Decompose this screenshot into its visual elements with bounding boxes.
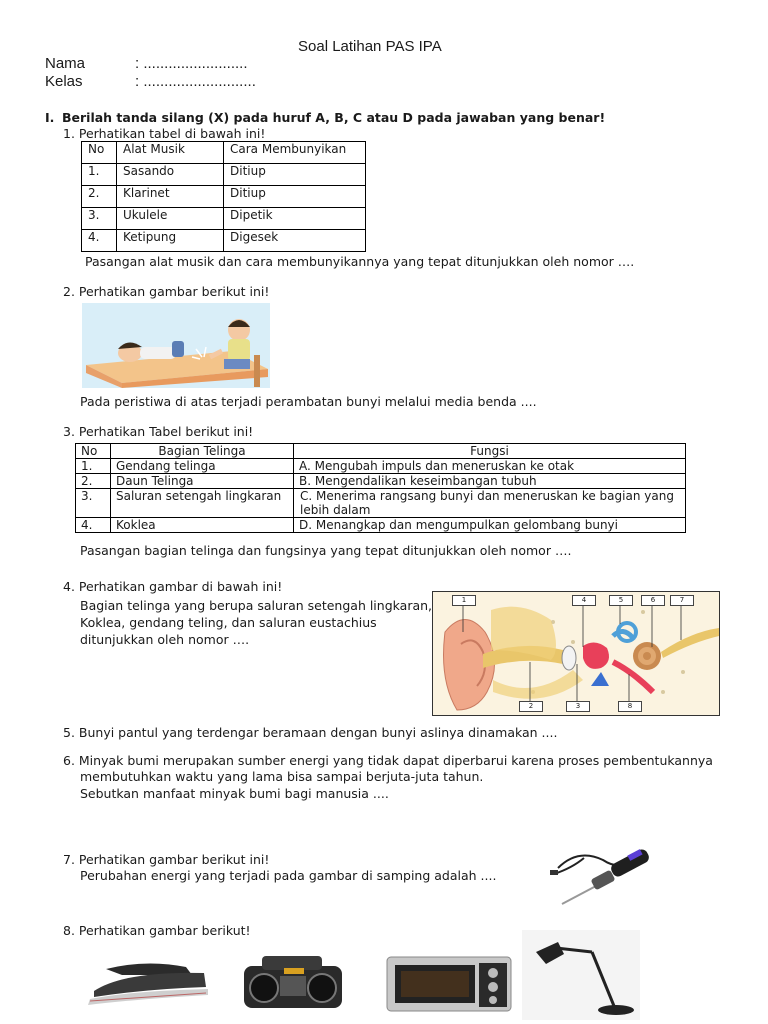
- page-title: Soal Latihan PAS IPA: [298, 38, 442, 55]
- table-cell: 2.: [82, 186, 117, 208]
- table-row: [82, 186, 366, 208]
- radio-cassette-image: [238, 950, 348, 1010]
- table-header-cell: Alat Musik: [117, 142, 224, 164]
- table-cell: 1.: [76, 459, 111, 474]
- ear-label-6: 6: [641, 595, 665, 606]
- table-header-cell: Fungsi: [294, 444, 686, 459]
- table-cell: 1.: [82, 164, 117, 186]
- table-header-cell: Cara Membunyikan: [224, 142, 366, 164]
- ear-label-8: 8: [618, 701, 642, 712]
- q4-line-1: Bagian telinga yang berupa saluran setengah lingkaran,: [80, 598, 433, 613]
- table-cell: Saluran setengah lingkaran: [111, 489, 294, 518]
- ear-anatomy-illustration: [433, 592, 719, 715]
- q6-line-2: membutuhkan waktu yang lama bisa sampai berjuta-juta tahun.: [80, 769, 484, 784]
- q7-question: Perubahan energi yang terjadi pada gambar di samping adalah ....: [80, 868, 497, 883]
- name-label: Nama: [45, 55, 86, 72]
- q6-line-1: 6. Minyak bumi merupakan sumber energi yang tidak dapat diperbarui karena proses pembentukannya: [63, 753, 713, 768]
- table-cell: 4.: [76, 518, 111, 533]
- q3-question: Pasangan bagian telinga dan fungsinya yang tepat ditunjukkan oleh nomor ….: [80, 543, 572, 558]
- table-row: [76, 489, 686, 518]
- table-cell: Sasando: [117, 164, 224, 186]
- section-instruction: Berilah tanda silang (X) pada huruf A, B, C atau D pada jawaban yang benar!: [62, 110, 606, 125]
- ear-label-1: 1: [452, 595, 476, 606]
- q3-prompt: 3. Perhatikan Tabel berikut ini!: [63, 424, 254, 439]
- q1-table: [81, 141, 366, 252]
- table-row: [76, 474, 686, 489]
- table-header-cell: No: [76, 444, 111, 459]
- q1-prompt: 1. Perhatikan tabel di bawah ini!: [63, 126, 266, 141]
- table-cell: A. Mengubah impuls dan meneruskan ke otak: [294, 459, 686, 474]
- table-cell: Ukulele: [117, 208, 224, 230]
- desk-lamp-image: [522, 930, 640, 1020]
- q2-question: Pada peristiwa di atas terjadi perambatan bunyi melalui media benda ....: [80, 394, 537, 409]
- table-cell: 3.: [82, 208, 117, 230]
- toaster-oven-image: [385, 953, 515, 1015]
- q7-prompt: 7. Perhatikan gambar berikut ini!: [63, 852, 270, 867]
- children-table-illustration: [82, 303, 270, 388]
- name-field[interactable]: : .........................: [135, 55, 248, 72]
- ear-label-2: 2: [519, 701, 543, 712]
- table-cell: Digesek: [224, 230, 366, 252]
- ear-label-5: 5: [609, 595, 633, 606]
- section-number: I.: [45, 110, 55, 125]
- table-header-row: [76, 444, 686, 459]
- class-field[interactable]: : ...........................: [135, 73, 256, 90]
- table-row: [76, 518, 686, 533]
- table-cell: Ditiup: [224, 186, 366, 208]
- q4-prompt: 4. Perhatikan gambar di bawah ini!: [63, 579, 283, 594]
- table-cell: Koklea: [111, 518, 294, 533]
- q2-prompt: 2. Perhatikan gambar berikut ini!: [63, 284, 270, 299]
- table-cell: 2.: [76, 474, 111, 489]
- q1-question: Pasangan alat musik dan cara membunyikannya yang tepat ditunjukkan oleh nomor ….: [85, 254, 635, 269]
- soldering-iron-image: [548, 838, 658, 908]
- table-cell: Gendang telinga: [111, 459, 294, 474]
- table-row: [82, 230, 366, 252]
- table-row: [76, 459, 686, 474]
- q5-text: 5. Bunyi pantul yang terdengar beramaan dengan bunyi aslinya dinamakan ....: [63, 725, 558, 740]
- table-cell: C. Menerima rangsang bunyi dan meneruskan ke bagian yang lebih dalam: [294, 489, 686, 518]
- ear-diagram: [432, 591, 720, 716]
- table-cell: B. Mengendalikan keseimbangan tubuh: [294, 474, 686, 489]
- table-header-cell: No: [82, 142, 117, 164]
- q4-line-3: ditunjukkan oleh nomor ….: [80, 632, 250, 647]
- table-header-row: [82, 142, 366, 164]
- table-cell: Ketipung: [117, 230, 224, 252]
- ear-label-3: 3: [566, 701, 590, 712]
- table-cell: 3.: [76, 489, 111, 518]
- clothes-iron-image: [86, 955, 211, 1005]
- table-header-cell: Bagian Telinga: [111, 444, 294, 459]
- table-cell: D. Menangkap dan mengumpulkan gelombang bunyi: [294, 518, 686, 533]
- table-cell: Daun Telinga: [111, 474, 294, 489]
- table-cell: Dipetik: [224, 208, 366, 230]
- ear-label-4: 4: [572, 595, 596, 606]
- table-row: [82, 208, 366, 230]
- table-cell: Klarinet: [117, 186, 224, 208]
- table-row: [82, 164, 366, 186]
- q4-line-2: Koklea, gendang teling, dan saluran eustachius: [80, 615, 377, 630]
- ear-label-7: 7: [670, 595, 694, 606]
- table-cell: 4.: [82, 230, 117, 252]
- q3-table: [75, 443, 686, 533]
- table-cell: Ditiup: [224, 164, 366, 186]
- class-label: Kelas: [45, 73, 83, 90]
- q8-prompt: 8. Perhatikan gambar berikut!: [63, 923, 251, 938]
- q6-line-3: Sebutkan manfaat minyak bumi bagi manusia ....: [80, 786, 389, 801]
